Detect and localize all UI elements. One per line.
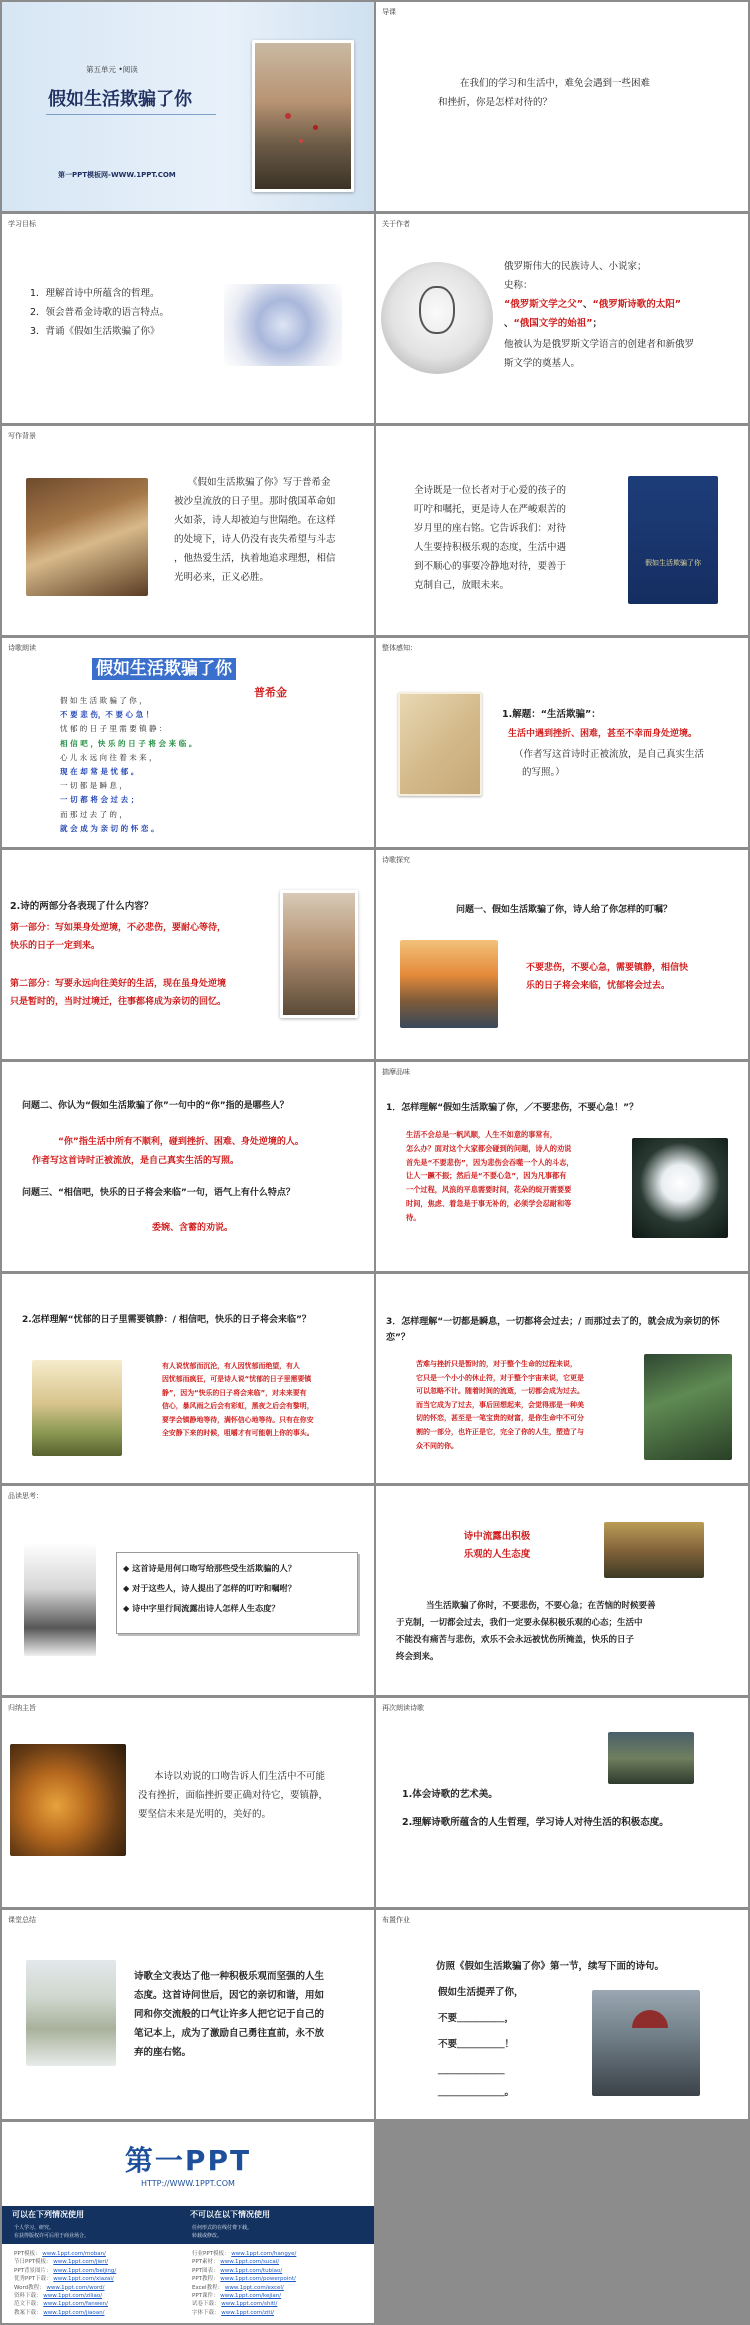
sunset-lake-photo [400, 940, 498, 1028]
explore-question: 问题一、假如生活欺骗了你，诗人给了你怎样的叮嘱？ [456, 905, 673, 915]
bg-line-3: 火如荼，诗人却被迫与世隔绝。在这样 [174, 515, 336, 526]
vine-photo [644, 1354, 732, 1460]
link[interactable]: www.1ppt.com/shiti/ [221, 2301, 278, 2308]
slide-label: 布置作业 [382, 1916, 410, 1924]
book-cover [628, 476, 718, 604]
slide-label: 学习目标 [8, 220, 36, 228]
link[interactable]: www.1ppt.com/sucai/ [220, 2259, 280, 2266]
parts-answer-1a: 第一部分：写如果身处逆境，不必悲伤，要耐心等待， [10, 923, 227, 933]
summary-line-5: 弃的座右铭。 [134, 2047, 192, 2058]
meaning-line-5: 到不顺心的事要冷静地对待，要善于 [414, 561, 567, 572]
homework-blank-3: ＿＿＿＿＿＿＿ [438, 2065, 505, 2076]
link[interactable]: www.1ppt.com/kejian/ [220, 2293, 282, 2300]
summary-line-3: 同和你交流般的口气让许多人把它记于自己的 [134, 2009, 325, 2020]
understand-3-question: 3．怎样理解“一切都是瞬息，一切都将会过去；/ 而那过去了的，就会成为亲切的怀恋”？ [386, 1317, 720, 1343]
poem-line: 一 切 都 将 会 过 去 ； [60, 795, 139, 805]
pond-photo [608, 1732, 694, 1784]
poem-line: 现 在 却 常 是 忧 郁 。 [60, 767, 139, 777]
figure-drawing [24, 1544, 96, 1656]
bg-line-2: 被沙皇流放的日子里。那时俄国革命如 [174, 496, 336, 507]
tea-photo [10, 1744, 126, 1856]
poem-line: 一 切 都 是 瞬 息 ， [60, 781, 127, 791]
question-3: 问题三、“相信吧，快乐的日子将会来临”一句，语气上有什么特点？ [22, 1188, 295, 1198]
homework-start: 假如生活提弄了你， [438, 1987, 524, 1998]
slide-author[interactable] [376, 214, 748, 423]
theme-line-1: 本诗以劝说的口吻告诉人们生活中不可能 [154, 1771, 326, 1782]
parts-answer-1b: 快乐的日子一定到来。 [10, 941, 101, 951]
empty-cell [376, 2122, 748, 2323]
slide-label: 诗歌探究 [382, 856, 410, 864]
attitude-text: 当生活欺骗了你时，不要悲伤，不要心急；在苦恼的时候要善 于克制，一切都会过去，我们一定要永保积极乐观的心态；生活中 不能没有痛苦与悲伤，欢乐不会永远被忧伤所掩盖，快乐的日子 终会到来。 [396, 1601, 656, 1662]
explore-answer-2: 乐的日子将会来临，忧郁将会过去。 [526, 981, 671, 991]
slide-parts[interactable] [2, 850, 374, 1059]
poem-line: 就 会 成 为 亲 切 的 怀 恋 。 [60, 823, 159, 833]
slide-credits[interactable] [2, 2122, 374, 2323]
slide-understand-3[interactable] [376, 1274, 748, 1483]
meaning-line-6: 克制自己，放眼未来。 [414, 580, 510, 591]
link[interactable]: www.1ppt.com/moban/ [42, 2251, 106, 2257]
attitude-heading-2: 乐观的人生态度 [463, 1549, 531, 1560]
author-line-4: 、“俄国文学的始祖”； [504, 318, 603, 329]
author-line-1: 俄罗斯伟大的民族诗人、小说家； [504, 261, 647, 272]
slide-label: 揣摩品味 [382, 1068, 410, 1076]
link[interactable]: www.1ppt.com/fanwen/ [43, 2301, 109, 2308]
slide-attitude[interactable] [376, 1486, 748, 1695]
poem-line: 忧 郁 的 日 子 里 需 要 镇 静 ： [60, 724, 167, 734]
sunset-field-photo [280, 890, 358, 1018]
link[interactable]: www.1ppt.com/excel/ [224, 2284, 284, 2291]
answer-2b: 作者写这首诗时正被流放，是自己真实生活的写照。 [32, 1156, 240, 1166]
poem-line: 而 那 过 去 了 的 ， [60, 809, 127, 819]
savor-question: 1．怎样理解“假如生活欺骗了你，／不要悲伤，不要心急！”？ [386, 1103, 639, 1113]
meaning-line-4: 人生要持积极乐观的态度，生活中遇 [414, 542, 567, 553]
slide-homework[interactable] [376, 1910, 748, 2119]
flower-photo [224, 284, 342, 366]
slide-title[interactable] [2, 2, 374, 211]
overview-line-4: 的写照。） [522, 767, 565, 778]
explore-answer-1: 不要悲伤，不要心急，需要镇静，相信快 [526, 963, 689, 973]
ppt-url: HTTP://WWW.1PPT.COM [141, 2179, 235, 2188]
slide-label: 再次朗读诗歌 [382, 1704, 424, 1712]
understand-2-answer: 有人说忧郁而沉沦，有人因忧郁而绝望，有人 因忧郁而疯狂，可是诗人说“忧郁的日子里需要镇 静”，因为“快乐的日子将会来临”，对未来要有 信心，暴风雨之后会有彩虹，黑夜之后会有黎明， 要学会镇静地等待，满怀信心地等待。只有在你安 全安静下来的时候，咀嚼才有可能朝上你的事头。 [162, 1362, 314, 1438]
link[interactable]: www.1ppt.com/powerpoint/ [220, 2276, 296, 2283]
slide-label: 整体感知： [382, 644, 417, 652]
title-underline [46, 114, 216, 115]
savor-answer: 生活不会总是一帆风顺，人生不如意的事常有， 怎么办？面对这个大家都会碰到的问题，诗人的劝说 首先是“不要悲伤”，因为悲伤会吞噬一个人的斗志， 让人一蹶不振；然后是“不要心急”，因为凡事都有 一个过程，风浪的平息需要时间，花朵的绽开需要要 时间，焦虑、着急是于事无补的，必须学会忍耐和等 待。 [406, 1130, 574, 1222]
usage-band [2, 2206, 374, 2244]
slide-summary[interactable] [2, 1910, 374, 2119]
poem-line: 不 要 悲 伤，不 要 心 急 ！ [60, 710, 154, 720]
theme-line-2: 没有挫折，面临挫折要正确对待它，要镇静， [138, 1790, 329, 1801]
slide-explore[interactable] [376, 850, 748, 1059]
goal-item-1: 1．理解首诗中所蕴含的哲理。 [30, 288, 160, 299]
reread-line-2: 2.理解诗歌所蕴含的人生哲理，学习诗人对待生活的积极态度。 [402, 1817, 669, 1828]
slide-reread[interactable] [376, 1698, 748, 1907]
slide-title-text: 假如生活欺骗了你 [48, 89, 192, 110]
reread-line-1: 1.体会诗歌的艺术美。 [402, 1789, 498, 1800]
overview-line-1: 1.解题：“生活欺骗”： [502, 709, 601, 720]
summary-line-4: 笔记本上，成为了激励自己勇往直前，永不放 [134, 2028, 325, 2039]
poem-line: 心 儿 永 远 向 往 着 未 来 ， [60, 752, 157, 762]
link[interactable]: www.1ppt.com/xiazai/ [53, 2276, 114, 2283]
slide-label: 写作背景 [8, 432, 36, 440]
sunset-photo [252, 40, 354, 192]
link[interactable]: www.1ppt.com/ziti/ [221, 2309, 274, 2316]
think-box [116, 1552, 358, 1634]
link[interactable]: www.1ppt.com/jiaoan/ [43, 2309, 105, 2316]
bg-line-6: 光明必来，正义必胜。 [174, 572, 270, 583]
link[interactable]: www.1ppt.com/ziliao/ [43, 2293, 103, 2300]
poem-line: 假 如 生 活 欺 骗 了 你 ， [60, 696, 147, 705]
slide-label: 课堂总结 [8, 1916, 36, 1924]
slide-savor[interactable] [376, 1062, 748, 1271]
slide-think[interactable] [2, 1486, 374, 1695]
can-use-title: 可以在下列情况使用 [12, 2210, 84, 2219]
writer-painting [26, 478, 148, 596]
author-line-5: 他被认为是俄罗斯文学语言的创建者和新俄罗 [504, 339, 695, 350]
cannot-use-item: 转载或修改。 [192, 2233, 223, 2239]
homework-blank-4: ＿＿＿＿＿＿＿。 [438, 2087, 515, 2098]
bg-line-4: 的处境下，诗人仍没有丧失希望与斗志 [174, 534, 336, 545]
cannot-use-item: 任何形式的在线付费下载。 [192, 2225, 253, 2231]
attitude-heading-1: 诗中流露出积极 [463, 1531, 531, 1542]
sunset-sky-photo [604, 1522, 704, 1578]
slide-label: 品读思考： [8, 1492, 43, 1500]
overview-line-2: 生活中遇到挫折、困难，甚至不幸而身处逆境。 [508, 729, 698, 739]
poem-line: 相 信 吧 ，快 乐 的 日 子 将 会 来 临 。 [60, 738, 197, 748]
poem-banner: 假如生活欺骗了你 [92, 658, 236, 680]
slide-goals[interactable] [2, 214, 374, 423]
meaning-line-1: 全诗既是一位长者对于心爱的孩子的 [414, 485, 567, 496]
poem-lines [60, 694, 260, 836]
slide-label: 归纳主旨 [8, 1704, 36, 1712]
goal-item-3: 3．背诵《假如生活欺骗了你》 [30, 326, 160, 337]
link[interactable]: www.1ppt.com/beijing/ [53, 2267, 117, 2274]
slide-overview[interactable] [376, 638, 748, 847]
meaning-line-3: 岁月里的座右铭。它告诉我们：对待 [414, 523, 567, 534]
parts-question: 2.诗的两部分各表现了什么内容？ [10, 901, 154, 912]
meaning-line-2: 叮咛和嘱托，更是诗人在严峻艰苦的 [414, 504, 567, 515]
links-left: PPT模板： www.1ppt.com/moban/ 节日PPT模板： www.1ppt.com/jieri/ PPT背景图片： www.1ppt.com/beijing/ 优秀PPT下载： www.1ppt.com/xiazai/ Word教程： www.1ppt.com/word/ 资料下载： www.1ppt.com/ziliao/ 范文下载： www.1ppt.com/fanwen/ 教案下载： www.1ppt.com/jiaoan/ [14, 2251, 117, 2316]
bg-line-1: 《假如生活欺骗了你》写于普希金 [188, 477, 331, 488]
link[interactable]: www.1ppt.com/word/ [46, 2284, 105, 2291]
homework-blank-2: 不要＿＿＿＿＿！ [438, 2039, 515, 2050]
bg-line-5: ，他热爱生活，执着地追求理想，相信 [174, 553, 336, 564]
unit-label: 第五单元 •阅读 [86, 65, 138, 74]
homework-intro: 仿照《假如生活欺骗了你》第一节，续写下面的诗句。 [436, 1961, 665, 1972]
intro-line-1: 在我们的学习和生活中，难免会遇到一些困难 [460, 78, 651, 89]
slide-label: 关于作者 [382, 220, 410, 228]
manuscript-image [398, 692, 482, 796]
summary-line-1: 诗歌全文表达了他一种积极乐观而坚强的人生 [134, 1971, 325, 1982]
link[interactable]: www.1ppt.com/jieri/ [53, 2259, 109, 2266]
cannot-use-title: 不可以在以下情况使用 [190, 2210, 270, 2219]
can-use-item: 在获得版权许可后用于商业场合。 [14, 2233, 90, 2239]
slide-theme[interactable] [2, 1698, 374, 1907]
footer-text: 第一PPT模板网-WWW.1PPT.COM [58, 171, 176, 179]
goal-item-2: 2．领会普希金诗歌的语言特点。 [30, 307, 170, 318]
lotus-photo [632, 1138, 728, 1238]
poem-author: 普希金 [254, 686, 287, 699]
understand-3-answer: 苦难与挫折只是暂时的，对于整个生命的过程来说， 它只是一个小小的休止符，对于整个宇宙来说，它更是 可以忽略不计。随着时间的流逝，一切都会成为过去。 而当它成为了过去，事后回想起来，会觉得那是一种美 切的怀恋，甚至是一笔宝贵的财富，是你生命中不可分 割的一部分，也许正是它，完全了你的人生，塑造了与 众不同的你。 [416, 1360, 584, 1450]
book-cover-title: 假如生活欺骗了你 [645, 559, 701, 567]
ppt-logo: 第一PPT [124, 2144, 252, 2177]
author-line-3: “俄罗斯文学之父”、“俄罗斯诗歌的太阳” [504, 299, 682, 310]
homework-blank-1: 不要＿＿＿＿＿， [438, 2013, 515, 2024]
slide-understand-2[interactable] [2, 1274, 374, 1483]
slide-label: 诗歌朗读 [8, 644, 36, 652]
theme-line-3: 要坚信未来是光明的，美好的。 [138, 1809, 272, 1820]
author-line-2: 史称： [504, 280, 533, 291]
link[interactable]: www.1ppt.com/hangye/ [231, 2251, 297, 2257]
think-item: ◆ 对于这些人，诗人提出了怎样的叮咛和嘱咐？ [123, 1583, 296, 1593]
understand-2-question: 2.怎样理解“忧郁的日子里需要镇静：/ 相信吧，快乐的日子将会来临”？ [22, 1315, 311, 1325]
overview-line-3: （作者写这首诗时正被流放，是自己真实生活 [514, 749, 705, 760]
question-2: 问题二、你认为“假如生活欺骗了你”一句中的“你”指的是哪些人？ [22, 1101, 289, 1111]
answer-2a: “你”指生活中所有不顺利，碰到挫折、困难、身处逆境的人。 [58, 1137, 304, 1147]
slide-poem[interactable] [2, 638, 374, 847]
can-use-item: 个人学习、研究。 [14, 2225, 55, 2231]
intro-line-2: 和挫折，你是怎样对待的？ [438, 97, 553, 108]
umbrella-photo [592, 1990, 700, 2096]
slide-questions[interactable] [2, 1062, 374, 1271]
skirt-photo [26, 1960, 116, 2066]
pushkin-portrait [381, 262, 493, 374]
author-line-6: 斯文学的奠基人。 [504, 358, 581, 369]
answer-3: 委婉、含蓄的劝说。 [152, 1223, 234, 1233]
slide-background[interactable] [2, 426, 374, 635]
links-right: 行业PPT模板： www.1ppt.com/hangye/ PPT素材： www.1ppt.com/sucai/ PPT图表： www.1ppt.com/tubiao/ PPT教程： www.1ppt.com/powerpoint/ Excel教程： www.1ppt.com/excel/ PPT课件： www.1ppt.com/kejian/ 试卷下载： www.1ppt.com/shiti/ 字体下载： www.1ppt.com/ziti/ [192, 2251, 297, 2316]
slide-label: 导课 [382, 8, 396, 16]
link[interactable]: www.1ppt.com/tubiao/ [220, 2267, 283, 2274]
summary-line-2: 态度。这首诗问世后，因它的亲切和谐，用如 [134, 1990, 325, 2001]
sunrise-field-photo [32, 1360, 122, 1456]
parts-answer-2b: 只是暂时的，当时过境迁，往事都将成为亲切的回忆。 [10, 997, 227, 1007]
think-item: ◆ 这首诗是用何口吻写给那些受生活欺骗的人？ [123, 1563, 296, 1573]
slide-meaning[interactable] [376, 426, 748, 635]
think-item: ◆ 诗中字里行间流露出诗人怎样人生态度？ [123, 1603, 280, 1613]
parts-answer-2a: 第二部分：写要永远向往美好的生活，现在虽身处逆境 [10, 979, 227, 989]
slide-intro[interactable] [376, 2, 748, 211]
